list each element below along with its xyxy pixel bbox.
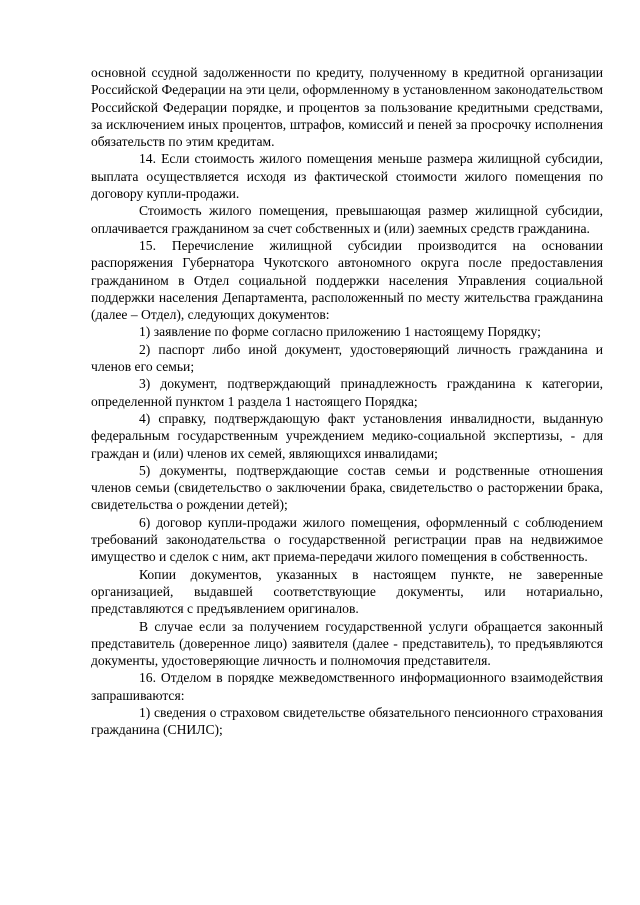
document-page	[91, 64, 603, 739]
paragraph: В случае если за получением государственной услуги обращается законный представитель (доверенное лицо) заявителя (далее - представитель), то предъявляются документы, удостоверяющие личность и полномочия представителя.	[91, 618, 603, 669]
paragraph: 14. Если стоимость жилого помещения меньше размера жилищной субсидии, выплата осуществляется исходя из фактической стоимости жилого помещения по договору купли-продажи.	[91, 151, 603, 202]
list-item: 4) справку, подтверждающую факт установления инвалидности, выданную федеральным государственным учреждением медико-социальной экспертизы, - для граждан и (или) членов их семей, являющихся инвалидами;	[91, 410, 603, 461]
list-item: 1) заявление по форме согласно приложению 1 настоящему Порядку;	[139, 324, 541, 340]
list-item: 5) документы, подтверждающие состав семьи и родственные отношения членов семьи (свидетельство о заключении брака, свидетельство о расторжении брака, свидетельства о рождении детей);	[91, 462, 603, 513]
list-item: 1) сведения о страховом свидетельстве обязательного пенсионного страхования гражданина (СНИЛС);	[91, 704, 603, 738]
list-item: 3) документ, подтверждающий принадлежность гражданина к категории, определенной пунктом 1 раздела 1 настоящего Порядка;	[91, 376, 603, 409]
list-item: 2) паспорт либо иной документ, удостоверяющий личность гражданина и членов его семьи;	[91, 341, 603, 375]
paragraph: Стоимость жилого помещения, превышающая размер жилищной субсидии, оплачивается гражданином за счет собственных и (или) заемных средств гражданина.	[91, 203, 603, 236]
list-item: 6) договор купли-продажи жилого помещения, оформленный с соблюдением требований законодательства о государственной регистрации прав на недвижимое имущество и сделок с ним, акт приема-передачи жилого помещения в собственность.	[91, 514, 603, 565]
paragraph: 16. Отделом в порядке межведомственного информационного взаимодействия запрашиваются:	[91, 670, 603, 703]
paragraph: Копии документов, указанных в настоящем пункте, не заверенные организацией, выдавшей соответствующие документы, или нотариально, представляются с предъявлением оригиналов.	[91, 566, 603, 617]
paragraph: основной ссудной задолженности по кредиту, полученному в кредитной организации Российской Федерации на эти цели, оформленному в установленном законодательством Российской Федерации порядке, и процентов за пользование кредитными средствами, за исключением иных процентов, штрафов, комиссий и пеней за просрочку исполнения обязательств по этим кредитам.	[91, 65, 603, 150]
paragraph: 15. Перечисление жилищной субсидии производится на основании распоряжения Губернатора Чукотского автономного округа после предоставления гражданином в Отдел социальной поддержки населения Управления социальной поддержки населения Департамента, расположенный по месту жительства гражданина (далее – Отдел), следующих документов:	[91, 237, 603, 323]
